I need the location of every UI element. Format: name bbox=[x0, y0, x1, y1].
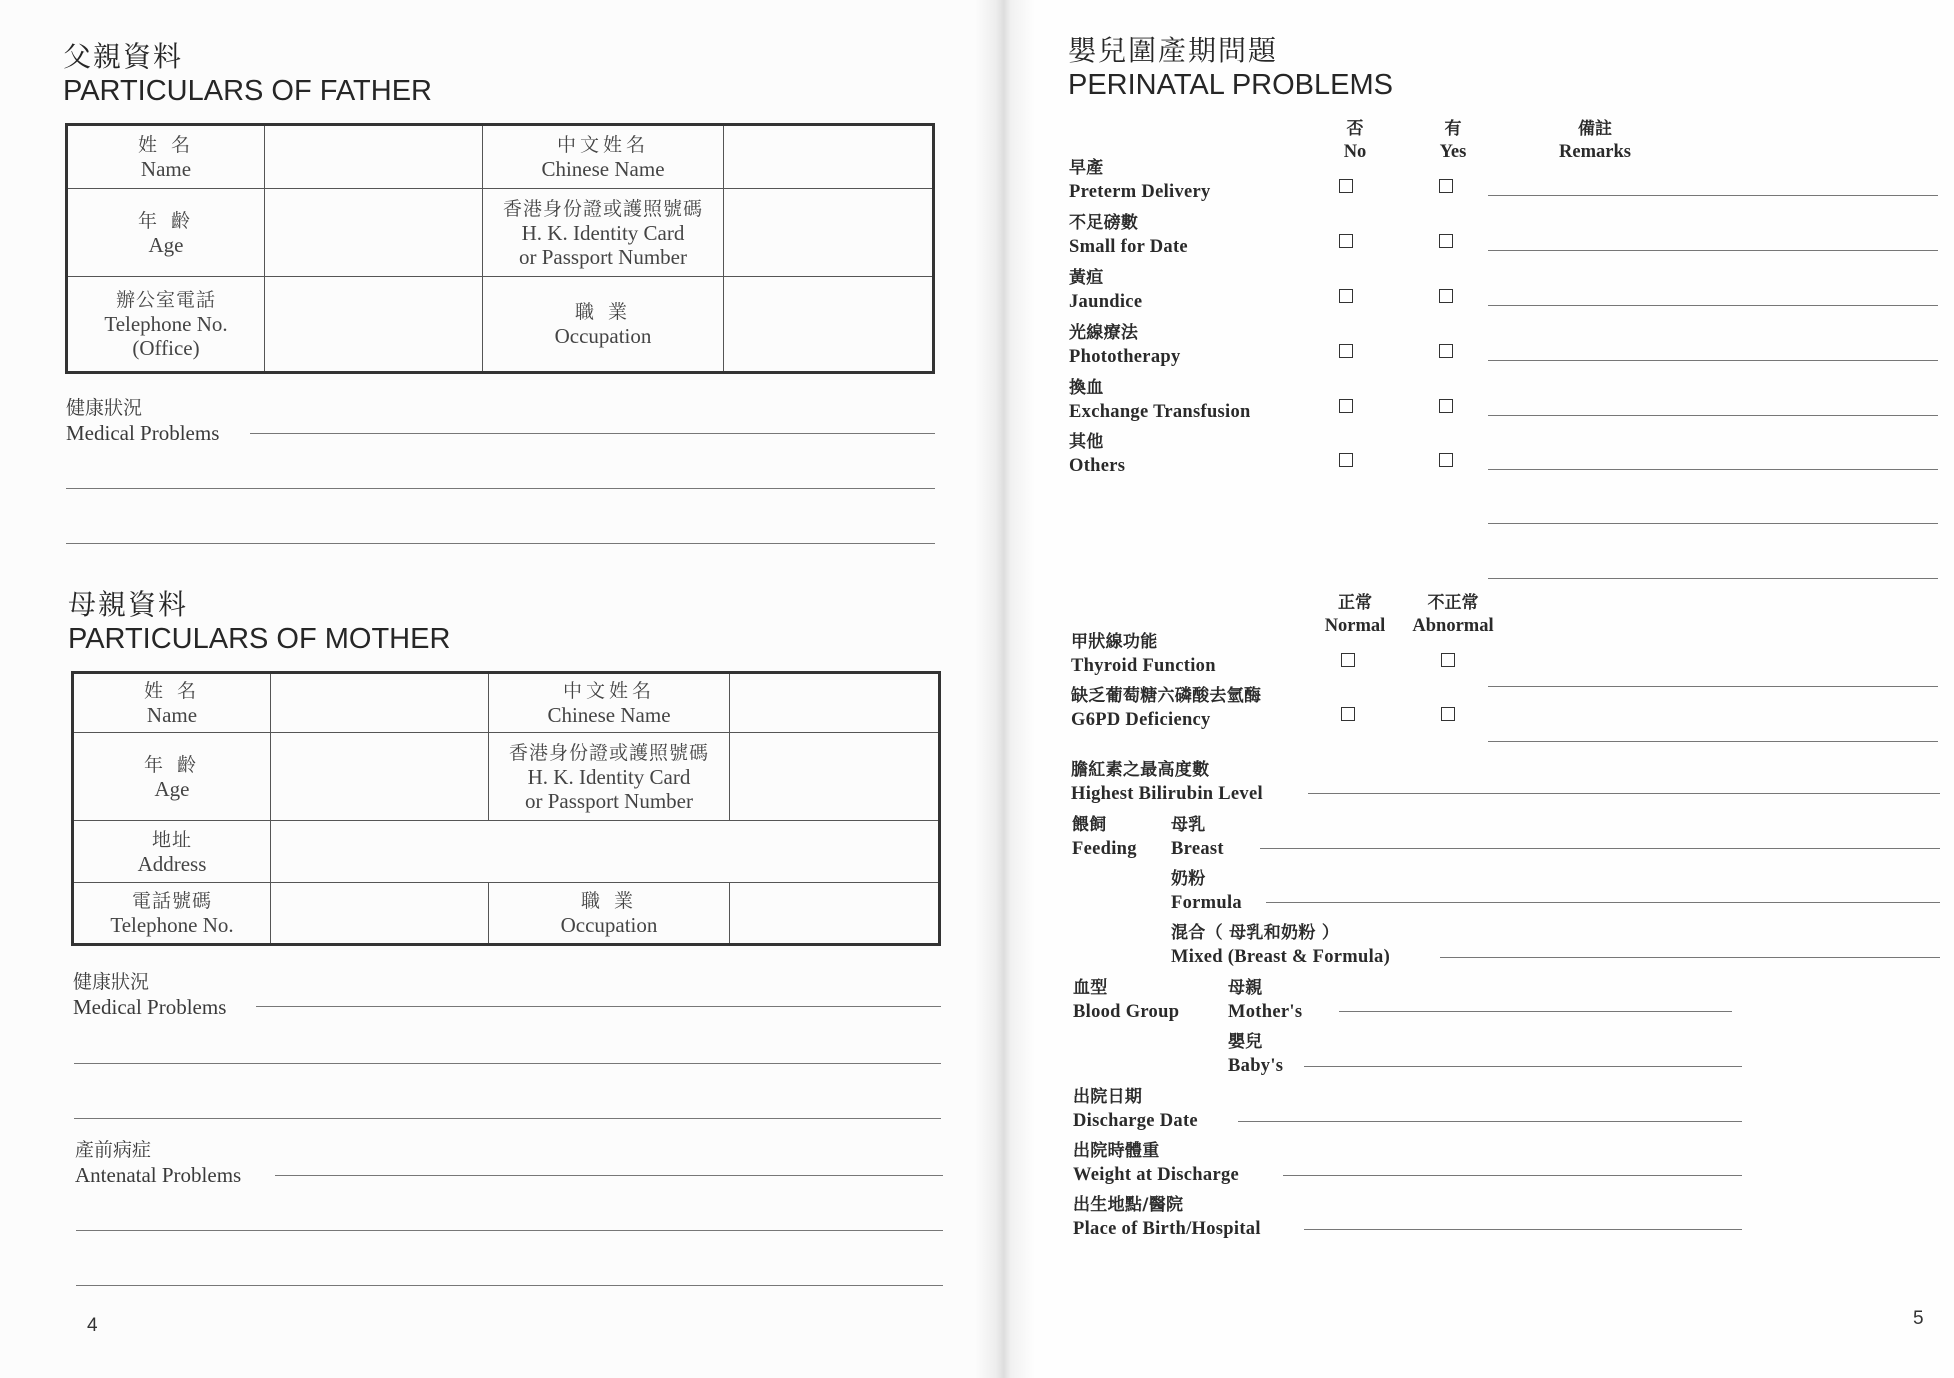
father-title-en: PARTICULARS OF FATHER bbox=[63, 75, 432, 107]
mother-title-en: PARTICULARS OF MOTHER bbox=[68, 623, 451, 655]
place-of-birth-line[interactable] bbox=[1304, 1229, 1742, 1230]
formula-label: 奶粉 Formula bbox=[1171, 869, 1242, 913]
abnormal-checkbox[interactable] bbox=[1441, 653, 1455, 667]
father-telephone-field[interactable] bbox=[265, 277, 483, 373]
formula-line[interactable] bbox=[1266, 902, 1940, 903]
column-no-header: 否 No bbox=[1343, 119, 1367, 162]
father-id-label: 香港身份證或護照號碼 H. K. Identity Card or Passport Number bbox=[483, 189, 724, 277]
place-of-birth-label: 出生地點/醫院 Place of Birth/Hospital bbox=[1073, 1195, 1261, 1239]
father-medical-line-3[interactable] bbox=[66, 543, 935, 544]
mixed-label: 混合（ 母乳和奶粉 ） Mixed (Breast & Formula) bbox=[1171, 923, 1391, 967]
antenatal-line-2[interactable] bbox=[76, 1230, 943, 1231]
perinatal-title-zh: 嬰兒圍產期問題 bbox=[1068, 34, 1279, 67]
father-medical-line-1[interactable] bbox=[250, 433, 935, 434]
babys-blood-line[interactable] bbox=[1304, 1066, 1742, 1067]
mother-age-field[interactable] bbox=[271, 733, 489, 821]
remarks-line[interactable] bbox=[1488, 195, 1938, 196]
mother-telephone-field[interactable] bbox=[271, 883, 489, 945]
remarks-extra-line-2[interactable] bbox=[1488, 578, 1938, 579]
column-abnormal-header: 不正常 Abnormal bbox=[1412, 593, 1494, 636]
mother-medical-line-2[interactable] bbox=[74, 1063, 941, 1064]
mother-chinese-name-label: 中文姓名 Chinese Name bbox=[489, 673, 730, 733]
normal-checkbox[interactable] bbox=[1341, 707, 1355, 721]
no-checkbox[interactable] bbox=[1339, 289, 1353, 303]
father-telephone-label: 辦公室電話 Telephone No. (Office) bbox=[67, 277, 265, 373]
weight-at-discharge-line[interactable] bbox=[1283, 1175, 1742, 1176]
yes-checkbox[interactable] bbox=[1439, 179, 1453, 193]
problem-label: 早產 Preterm Delivery bbox=[1069, 158, 1211, 202]
remarks-line[interactable] bbox=[1488, 415, 1938, 416]
page-number-right: 5 bbox=[1913, 1308, 1924, 1329]
mother-medical-label: 健康狀況 Medical Problems bbox=[73, 971, 227, 1019]
mother-id-label: 香港身份證或護照號碼 H. K. Identity Card or Passport Number bbox=[489, 733, 730, 821]
yes-checkbox[interactable] bbox=[1439, 399, 1453, 413]
mother-medical-line-1[interactable] bbox=[256, 1006, 941, 1007]
yes-checkbox[interactable] bbox=[1439, 344, 1453, 358]
father-title-zh: 父親資料 bbox=[63, 40, 184, 73]
no-checkbox[interactable] bbox=[1339, 399, 1353, 413]
bilirubin-label: 膽紅素之最高度數 Highest Bilirubin Level bbox=[1071, 760, 1263, 804]
mother-occupation-field[interactable] bbox=[730, 883, 940, 945]
book-spine-shadow bbox=[975, 0, 1035, 1378]
remarks-line[interactable] bbox=[1488, 305, 1938, 306]
column-normal-header: 正常 Normal bbox=[1324, 593, 1386, 636]
mixed-line[interactable] bbox=[1440, 957, 1940, 958]
mother-section-title bbox=[68, 588, 450, 656]
father-name-field[interactable] bbox=[265, 125, 483, 189]
problem-label: 不足磅數 Small for Date bbox=[1069, 213, 1188, 257]
perinatal-section-title bbox=[1068, 34, 1393, 102]
remarks-line[interactable] bbox=[1488, 469, 1938, 470]
mother-telephone-label: 電話號碼 Telephone No. bbox=[73, 883, 271, 945]
father-chinese-name-label: 中文姓名 Chinese Name bbox=[483, 125, 724, 189]
screening-label: 甲狀線功能 Thyroid Function bbox=[1071, 632, 1216, 676]
normal-checkbox[interactable] bbox=[1341, 653, 1355, 667]
father-name-label: 姓 名 Name bbox=[67, 125, 265, 189]
column-remarks-header: 備註 Remarks bbox=[1559, 119, 1631, 162]
father-medical-label: 健康狀況 Medical Problems bbox=[66, 397, 220, 445]
father-id-field[interactable] bbox=[724, 189, 934, 277]
breast-line[interactable] bbox=[1260, 848, 1940, 849]
problem-label: 換血 Exchange Transfusion bbox=[1069, 378, 1251, 422]
discharge-date-line[interactable] bbox=[1238, 1121, 1742, 1122]
antenatal-line-3[interactable] bbox=[76, 1285, 943, 1286]
antenatal-label: 產前病症 Antenatal Problems bbox=[75, 1139, 242, 1187]
mother-medical-line-3[interactable] bbox=[74, 1118, 941, 1119]
mothers-blood-label: 母親 Mother's bbox=[1228, 978, 1303, 1022]
mother-age-label: 年 齡 Age bbox=[73, 733, 271, 821]
mother-title-zh: 母親資料 bbox=[68, 588, 189, 621]
feeding-label: 餵飼 Feeding bbox=[1072, 815, 1137, 859]
remarks-extra-line-1[interactable] bbox=[1488, 523, 1938, 524]
father-age-field[interactable] bbox=[265, 189, 483, 277]
mothers-blood-line[interactable] bbox=[1339, 1011, 1732, 1012]
discharge-date-label: 出院日期 Discharge Date bbox=[1073, 1087, 1198, 1131]
abnormal-checkbox[interactable] bbox=[1441, 707, 1455, 721]
column-yes-header: 有 Yes bbox=[1439, 119, 1467, 162]
yes-checkbox[interactable] bbox=[1439, 234, 1453, 248]
mother-chinese-name-field[interactable] bbox=[730, 673, 940, 733]
problem-label: 黃疸 Jaundice bbox=[1069, 268, 1143, 312]
mother-address-label: 地址 Address bbox=[73, 821, 271, 883]
blood-group-label: 血型 Blood Group bbox=[1073, 978, 1180, 1022]
no-checkbox[interactable] bbox=[1339, 179, 1353, 193]
g6pd-remarks-line[interactable] bbox=[1488, 741, 1938, 742]
father-particulars-table bbox=[65, 123, 935, 374]
perinatal-title-en: PERINATAL PROBLEMS bbox=[1068, 69, 1393, 101]
yes-checkbox[interactable] bbox=[1439, 453, 1453, 467]
father-occupation-field[interactable] bbox=[724, 277, 934, 373]
mother-occupation-label: 職 業 Occupation bbox=[489, 883, 730, 945]
babys-blood-label: 嬰兒 Baby's bbox=[1228, 1032, 1284, 1076]
problem-label: 光線療法 Phototherapy bbox=[1069, 323, 1181, 367]
yes-checkbox[interactable] bbox=[1439, 289, 1453, 303]
father-medical-line-2[interactable] bbox=[66, 488, 935, 489]
father-chinese-name-field[interactable] bbox=[724, 125, 934, 189]
mother-name-label: 姓 名 Name bbox=[73, 673, 271, 733]
screening-label: 缺乏葡萄糖六磷酸去氫酶 G6PD Deficiency bbox=[1071, 686, 1262, 730]
no-checkbox[interactable] bbox=[1339, 234, 1353, 248]
thyroid-remarks-line[interactable] bbox=[1488, 686, 1938, 687]
problem-label: 其他 Others bbox=[1069, 432, 1126, 476]
father-occupation-label: 職 業 Occupation bbox=[483, 277, 724, 373]
breast-label: 母乳 Breast bbox=[1171, 815, 1224, 859]
no-checkbox[interactable] bbox=[1339, 344, 1353, 358]
right-page bbox=[1000, 0, 1954, 1378]
bilirubin-line[interactable] bbox=[1308, 793, 1940, 794]
mother-particulars-table bbox=[71, 671, 941, 946]
father-section-title bbox=[63, 40, 432, 108]
mother-address-field[interactable] bbox=[271, 821, 940, 883]
weight-at-discharge-label: 出院時體重 Weight at Discharge bbox=[1073, 1141, 1240, 1185]
page-number-left: 4 bbox=[87, 1315, 98, 1336]
mother-name-field[interactable] bbox=[271, 673, 489, 733]
father-age-label: 年 齡 Age bbox=[67, 189, 265, 277]
mother-id-field[interactable] bbox=[730, 733, 940, 821]
no-checkbox[interactable] bbox=[1339, 453, 1353, 467]
remarks-line[interactable] bbox=[1488, 360, 1938, 361]
remarks-line[interactable] bbox=[1488, 250, 1938, 251]
antenatal-line-1[interactable] bbox=[275, 1175, 943, 1176]
